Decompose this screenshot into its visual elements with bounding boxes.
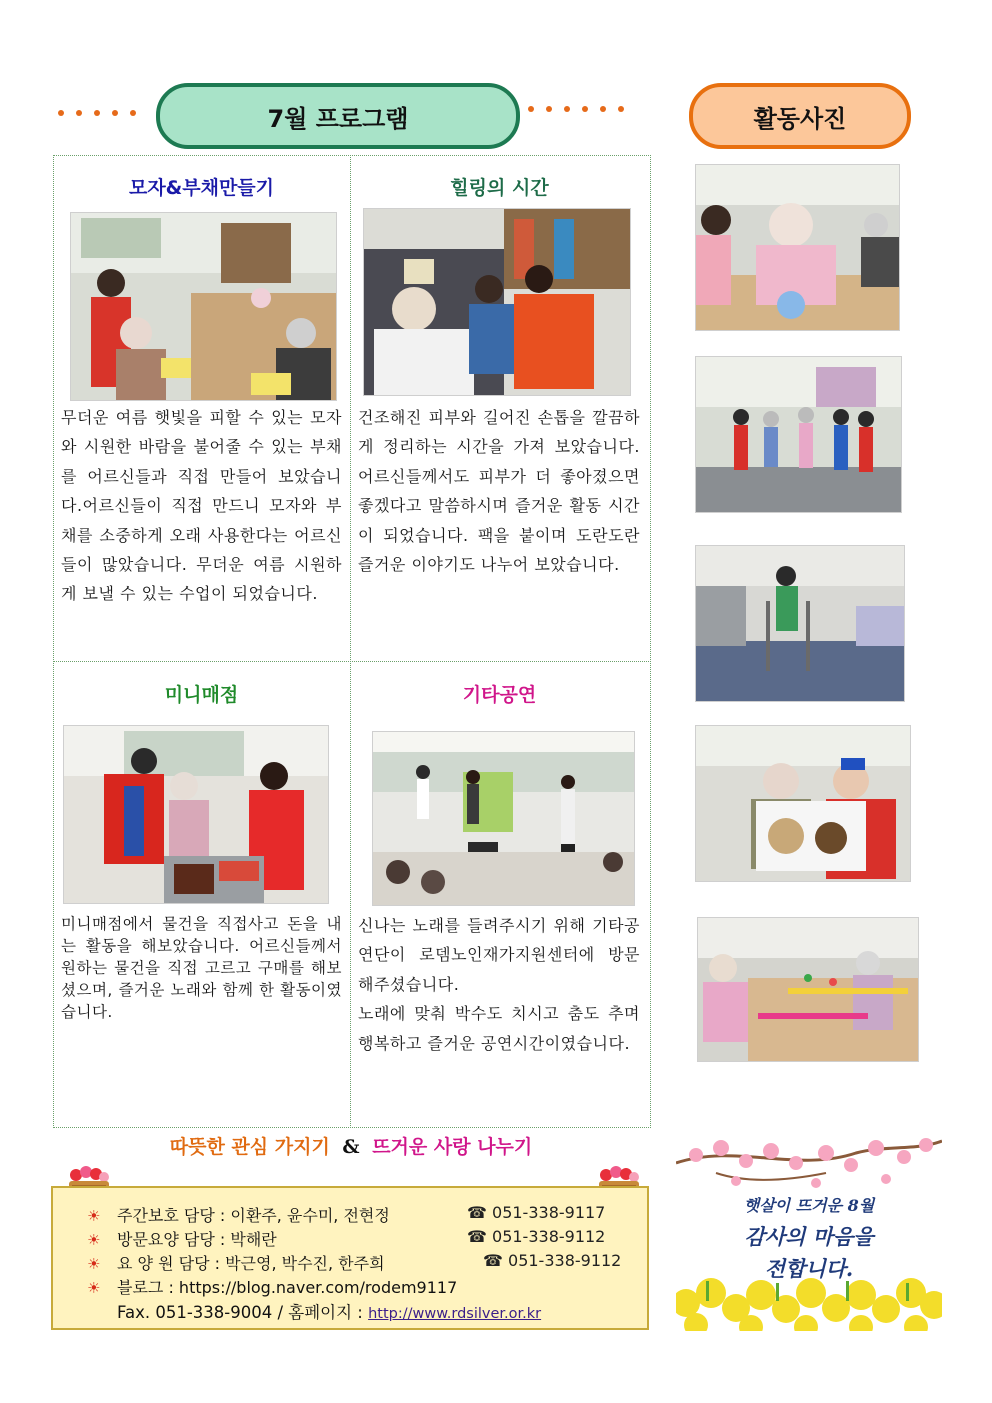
contact-phone-home-care: ☎ 051-338-9112	[467, 1227, 606, 1246]
activity-photo-1	[695, 164, 900, 331]
cell-text-guitar	[358, 911, 640, 1058]
contact-label: 주간보호 담당 : 이환주, 윤수미, 전현정	[117, 1206, 390, 1225]
greeting-line-3: 전합니다.	[764, 1256, 854, 1281]
cell-title-mini-store: 미니매점	[164, 684, 239, 706]
cell-title-guitar: 기타공연	[462, 684, 537, 706]
greeting-line-1: 햇살이 뜨거운 8월	[743, 1196, 875, 1215]
fax-homepage-label: Fax. 051-338-9004 / 홈페이지 :	[117, 1303, 363, 1322]
activity-photo-3	[695, 545, 905, 702]
slogan-part-1: 따뜻한 관심 가지기	[169, 1136, 330, 1158]
cell-text-guitar-line-1: 신나는 노래를 들려주시기 위해 기타공연단이 로뎀노인재가지원센터에 방문해주셨습니다.	[358, 916, 640, 994]
contact-phone-day-care: ☎ 051-338-9117	[467, 1203, 606, 1222]
cell-title-hat-fan: 모자&부채만들기	[128, 177, 275, 199]
slogan-ampersand: &	[342, 1136, 360, 1158]
homepage-link[interactable]: http://www.rdsilver.or.kr	[368, 1306, 542, 1322]
contact-row-home-care	[87, 1227, 277, 1250]
photo-guitar-performance	[372, 731, 635, 906]
contact-row-nursing-home	[87, 1251, 385, 1274]
slogan	[53, 1132, 649, 1159]
cell-text-healing: 건조해진 피부와 길어진 손톱을 깔끔하게 정리하는 시간을 가져 보았습니다. 어르신들께서도 피부가 더 좋아졌으면 좋겠다고 말씀하시며 즐거운 활동 시간이 되었습니다. 팩을 붙이며 도란도란 즐거운 이야기도 나누어 보았습니다.	[358, 408, 640, 575]
photo-mini-store	[63, 725, 329, 904]
cell-text-mini-store: 미니매점에서 물건을 직접사고 돈을 내는 활동을 해보았습니다. 어르신들께서 원하는 물건을 직접 고르고 구매를 해보셨으며, 즐거운 노래와 함께 한 활동이였습니다.	[61, 915, 342, 1021]
cell-text-guitar-line-2: 노래에 맞춰 박수도 치시고 춤도 추며 행복하고 즐거운 공연시간이였습니다.	[358, 1004, 640, 1053]
contact-phone-nursing-home: ☎ 051-338-9112	[483, 1251, 622, 1270]
activity-photo-2	[695, 356, 902, 513]
blog-link[interactable]: 블로그 : https://blog.naver.com/rodem9117	[117, 1278, 458, 1297]
cell-title-healing: 힐링의 시간	[450, 177, 549, 199]
contact-label: 요 양 원 담당 : 박근영, 박수진, 한주희	[117, 1254, 385, 1273]
contact-row-fax-homepage	[117, 1299, 541, 1323]
slogan-part-2: 뜨거운 사랑 나누기	[372, 1136, 533, 1158]
contact-label: 방문요양 담당 : 박해란	[117, 1230, 277, 1249]
sun-bullet-icon: ☀	[87, 1231, 101, 1249]
activity-photo-5	[697, 917, 919, 1062]
greeting-card	[676, 1133, 942, 1331]
program-title: 7월 프로그램	[156, 83, 520, 149]
photo-hat-fan-making	[70, 212, 337, 401]
grid-divider-vertical	[350, 155, 351, 1126]
photos-title: 활동사진	[689, 83, 911, 149]
contact-row-day-care	[87, 1203, 390, 1226]
grid-divider-horizontal	[53, 661, 649, 662]
sun-bullet-icon: ☀	[87, 1207, 101, 1225]
contact-row-blog	[87, 1275, 457, 1298]
right-dots-decoration	[528, 106, 624, 112]
greeting-line-2: 감사의 마음을	[744, 1224, 874, 1249]
photo-healing-time	[363, 208, 631, 396]
left-dots-decoration	[58, 110, 136, 116]
sun-bullet-icon: ☀	[87, 1255, 101, 1273]
activity-photo-4	[695, 725, 911, 882]
sun-bullet-icon: ☀	[87, 1279, 101, 1297]
contact-box	[51, 1186, 649, 1330]
cell-text-hat-fan: 무더운 여름 햇빛을 피할 수 있는 모자와 시원한 바람을 불어줄 수 있는 부채를 어르신들과 직접 만들어 보았습니다.어르신들이 직접 만드니 모자와 부채를 소중하게 오래 사용한다는 어르신들이 많았습니다. 무더운 여름 시원하게 보낼 수 있는 수업이 되었습니다.	[61, 408, 342, 604]
